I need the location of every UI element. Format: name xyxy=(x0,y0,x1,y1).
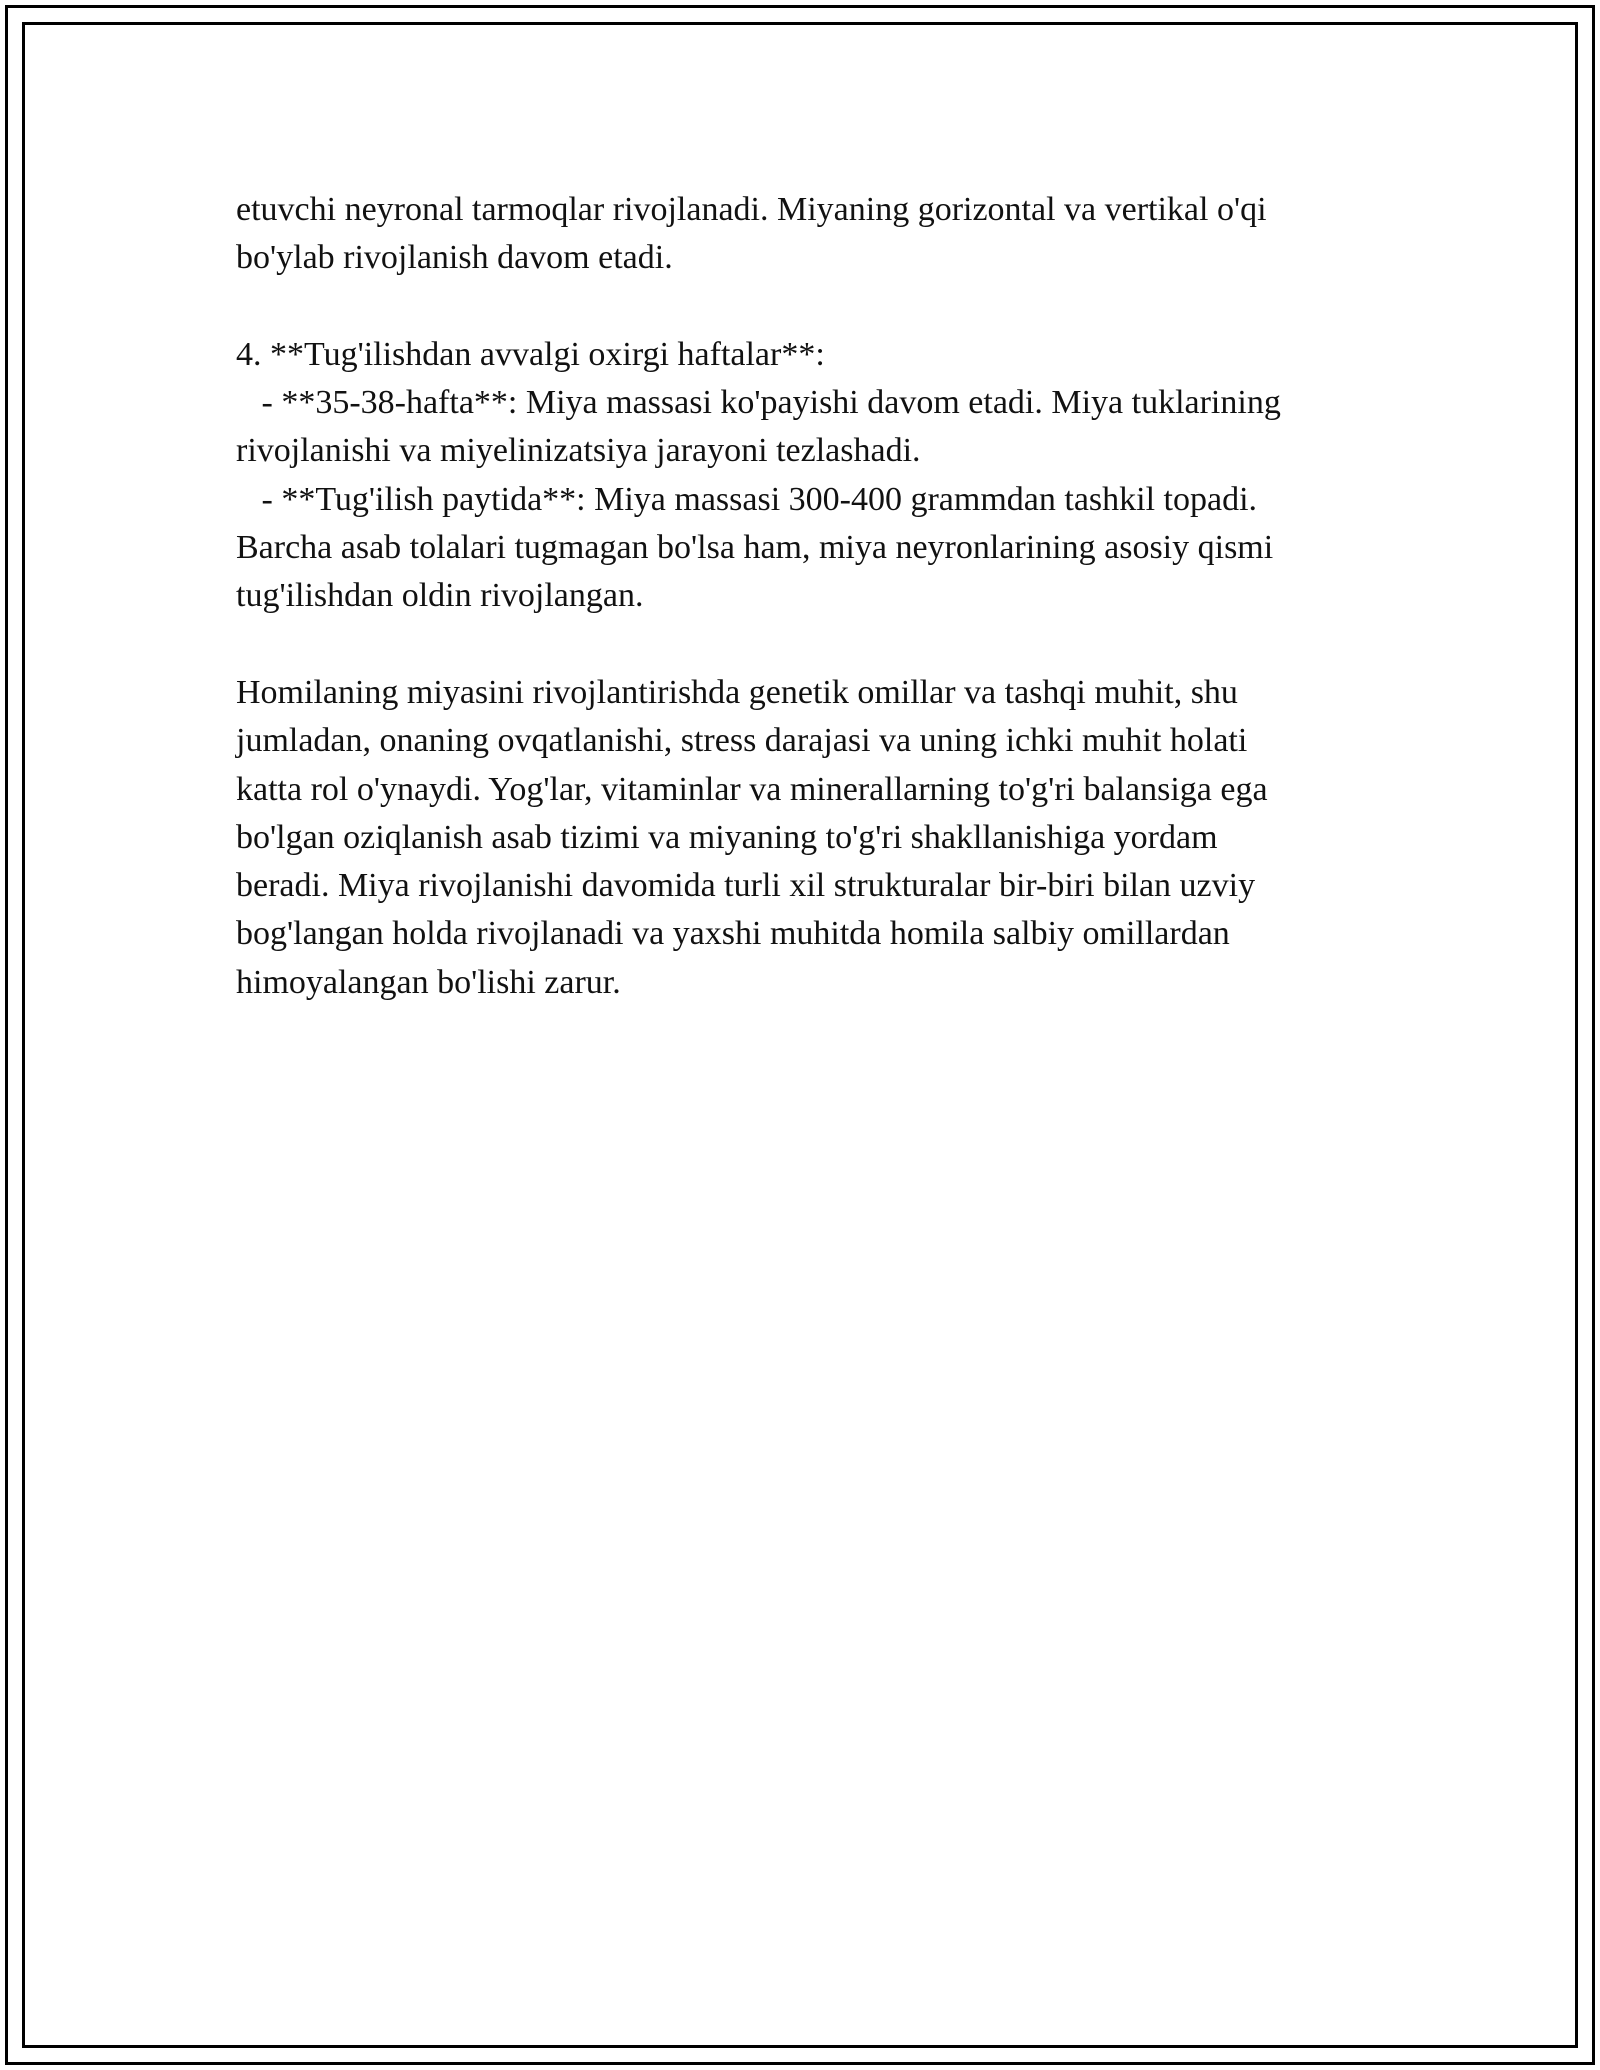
paragraph-spacer xyxy=(236,283,1386,331)
text-line: Homilaning miyasini rivojlantirishda genetik omillar va tashqi muhit, shu xyxy=(236,673,1238,711)
list-item xyxy=(236,379,1386,476)
text-line: - **35-38-hafta**: Miya massasi ko'payishi davom etadi. Miya tuklarining xyxy=(236,384,1281,422)
list-item xyxy=(236,476,1386,621)
text-line: beradi. Miya rivojlanishi davomida turli xil strukturalar bir-biri bilan uzviy xyxy=(236,867,1256,905)
section-4 xyxy=(236,331,1386,621)
text-line: etuvchi neyronal tarmoqlar rivojlanadi. Miyaning gorizontal va vertikal o'qi xyxy=(236,191,1267,228)
paragraph-intro-continued xyxy=(236,186,1386,283)
section-heading: 4. **Tug'ilishdan avvalgi oxirgi haftalar**: xyxy=(236,335,825,373)
text-line: bo'lgan oziqlanish asab tizimi va miyaning to'g'ri shakllanishiga yordam xyxy=(236,818,1218,856)
text-line: jumladan, onaning ovqatlanishi, stress darajasi va uning ichki muhit holati xyxy=(236,722,1248,760)
text-line: katta rol o'ynaydi. Yog'lar, vitaminlar va minerallarning to'g'ri balansiga ega xyxy=(236,770,1268,808)
text-line: - **Tug'ilish paytida**: Miya massasi 300-400 grammdan tashkil topadi. xyxy=(236,480,1258,518)
text-line: Barcha asab tolalari tugmagan bo'lsa ham, miya neyronlarining asosiy qismi xyxy=(236,529,1274,567)
text-line: bog'langan holda rivojlanadi va yaxshi muhitda homila salbiy omillardan xyxy=(236,915,1230,953)
paragraph-conclusion xyxy=(236,669,1386,1007)
text-line: himoyalangan bo'lishi zarur. xyxy=(236,963,621,1001)
text-line: tug'ilishdan oldin rivojlangan. xyxy=(236,577,644,615)
text-line: rivojlanishi va miyelinizatsiya jarayoni tezlashadi. xyxy=(236,432,921,470)
text-line: bo'ylab rivojlanish davom etadi. xyxy=(236,239,673,277)
document-body xyxy=(236,186,1386,1007)
paragraph-spacer xyxy=(236,621,1386,669)
